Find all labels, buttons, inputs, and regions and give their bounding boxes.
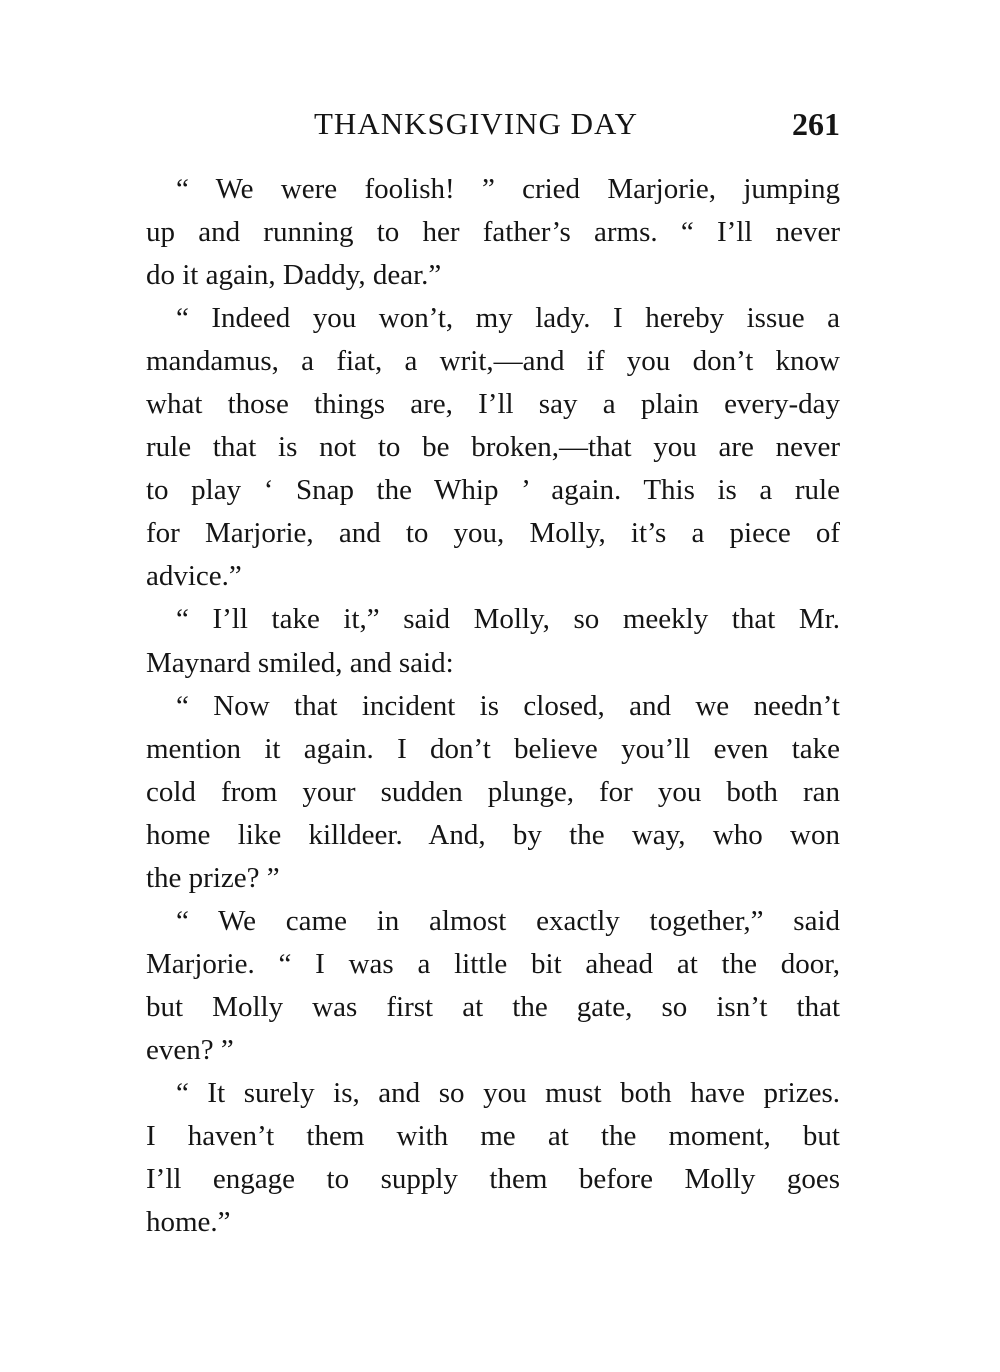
body-text xyxy=(146,168,840,1244)
text-line: but Molly was first at the gate, so isn’t that xyxy=(146,990,840,1023)
text-line: the prize? ” xyxy=(146,861,280,894)
text-line: cold from your sudden plunge, for you both ran xyxy=(146,775,840,808)
text-line: home like killdeer. And, by the way, who won xyxy=(146,818,840,851)
text-line: “ We came in almost exactly together,” said xyxy=(176,904,840,937)
text-line: I haven’t them with me at the moment, but xyxy=(146,1120,840,1153)
text-line: “ I’ll take it,” said Molly, so meekly that Mr. xyxy=(176,603,840,636)
text-line: for Marjorie, and to you, Molly, it’s a piece of xyxy=(146,517,840,550)
text-line: do it again, Daddy, dear.” xyxy=(146,259,442,292)
text-line: to play ‘ Snap the Whip ’ again. This is a rule xyxy=(146,474,840,507)
running-title: THANKSGIVING DAY xyxy=(314,106,638,141)
text-line: home.” xyxy=(146,1206,231,1239)
text-line: advice.” xyxy=(146,560,242,593)
text-line: “ We were foolish! ” cried Marjorie, jumping xyxy=(176,173,840,205)
page-number: 261 xyxy=(792,106,840,142)
text-line: mandamus, a fiat, a writ,—and if you don’t know xyxy=(146,345,840,378)
text-line: rule that is not to be broken,—that you are never xyxy=(146,431,840,464)
text-line: even? ” xyxy=(146,1033,234,1066)
text-line: I’ll engage to supply them before Molly goes xyxy=(146,1163,840,1196)
text-line: what those things are, I’ll say a plain every-day xyxy=(146,388,840,421)
text-line: “ Now that incident is closed, and we needn’t xyxy=(176,689,840,722)
text-line: “ It surely is, and so you must both have prizes. xyxy=(176,1076,840,1109)
text-line: mention it again. I don’t believe you’ll even take xyxy=(146,732,840,765)
running-head xyxy=(146,106,840,156)
text-line: Marjorie. “ I was a little bit ahead at the door, xyxy=(146,947,840,980)
text-line: “ Indeed you won’t, my lady. I hereby issue a xyxy=(176,302,840,335)
text-line: Maynard smiled, and said: xyxy=(146,646,454,679)
text-line: up and running to her father’s arms. “ I’ll never xyxy=(146,216,840,249)
